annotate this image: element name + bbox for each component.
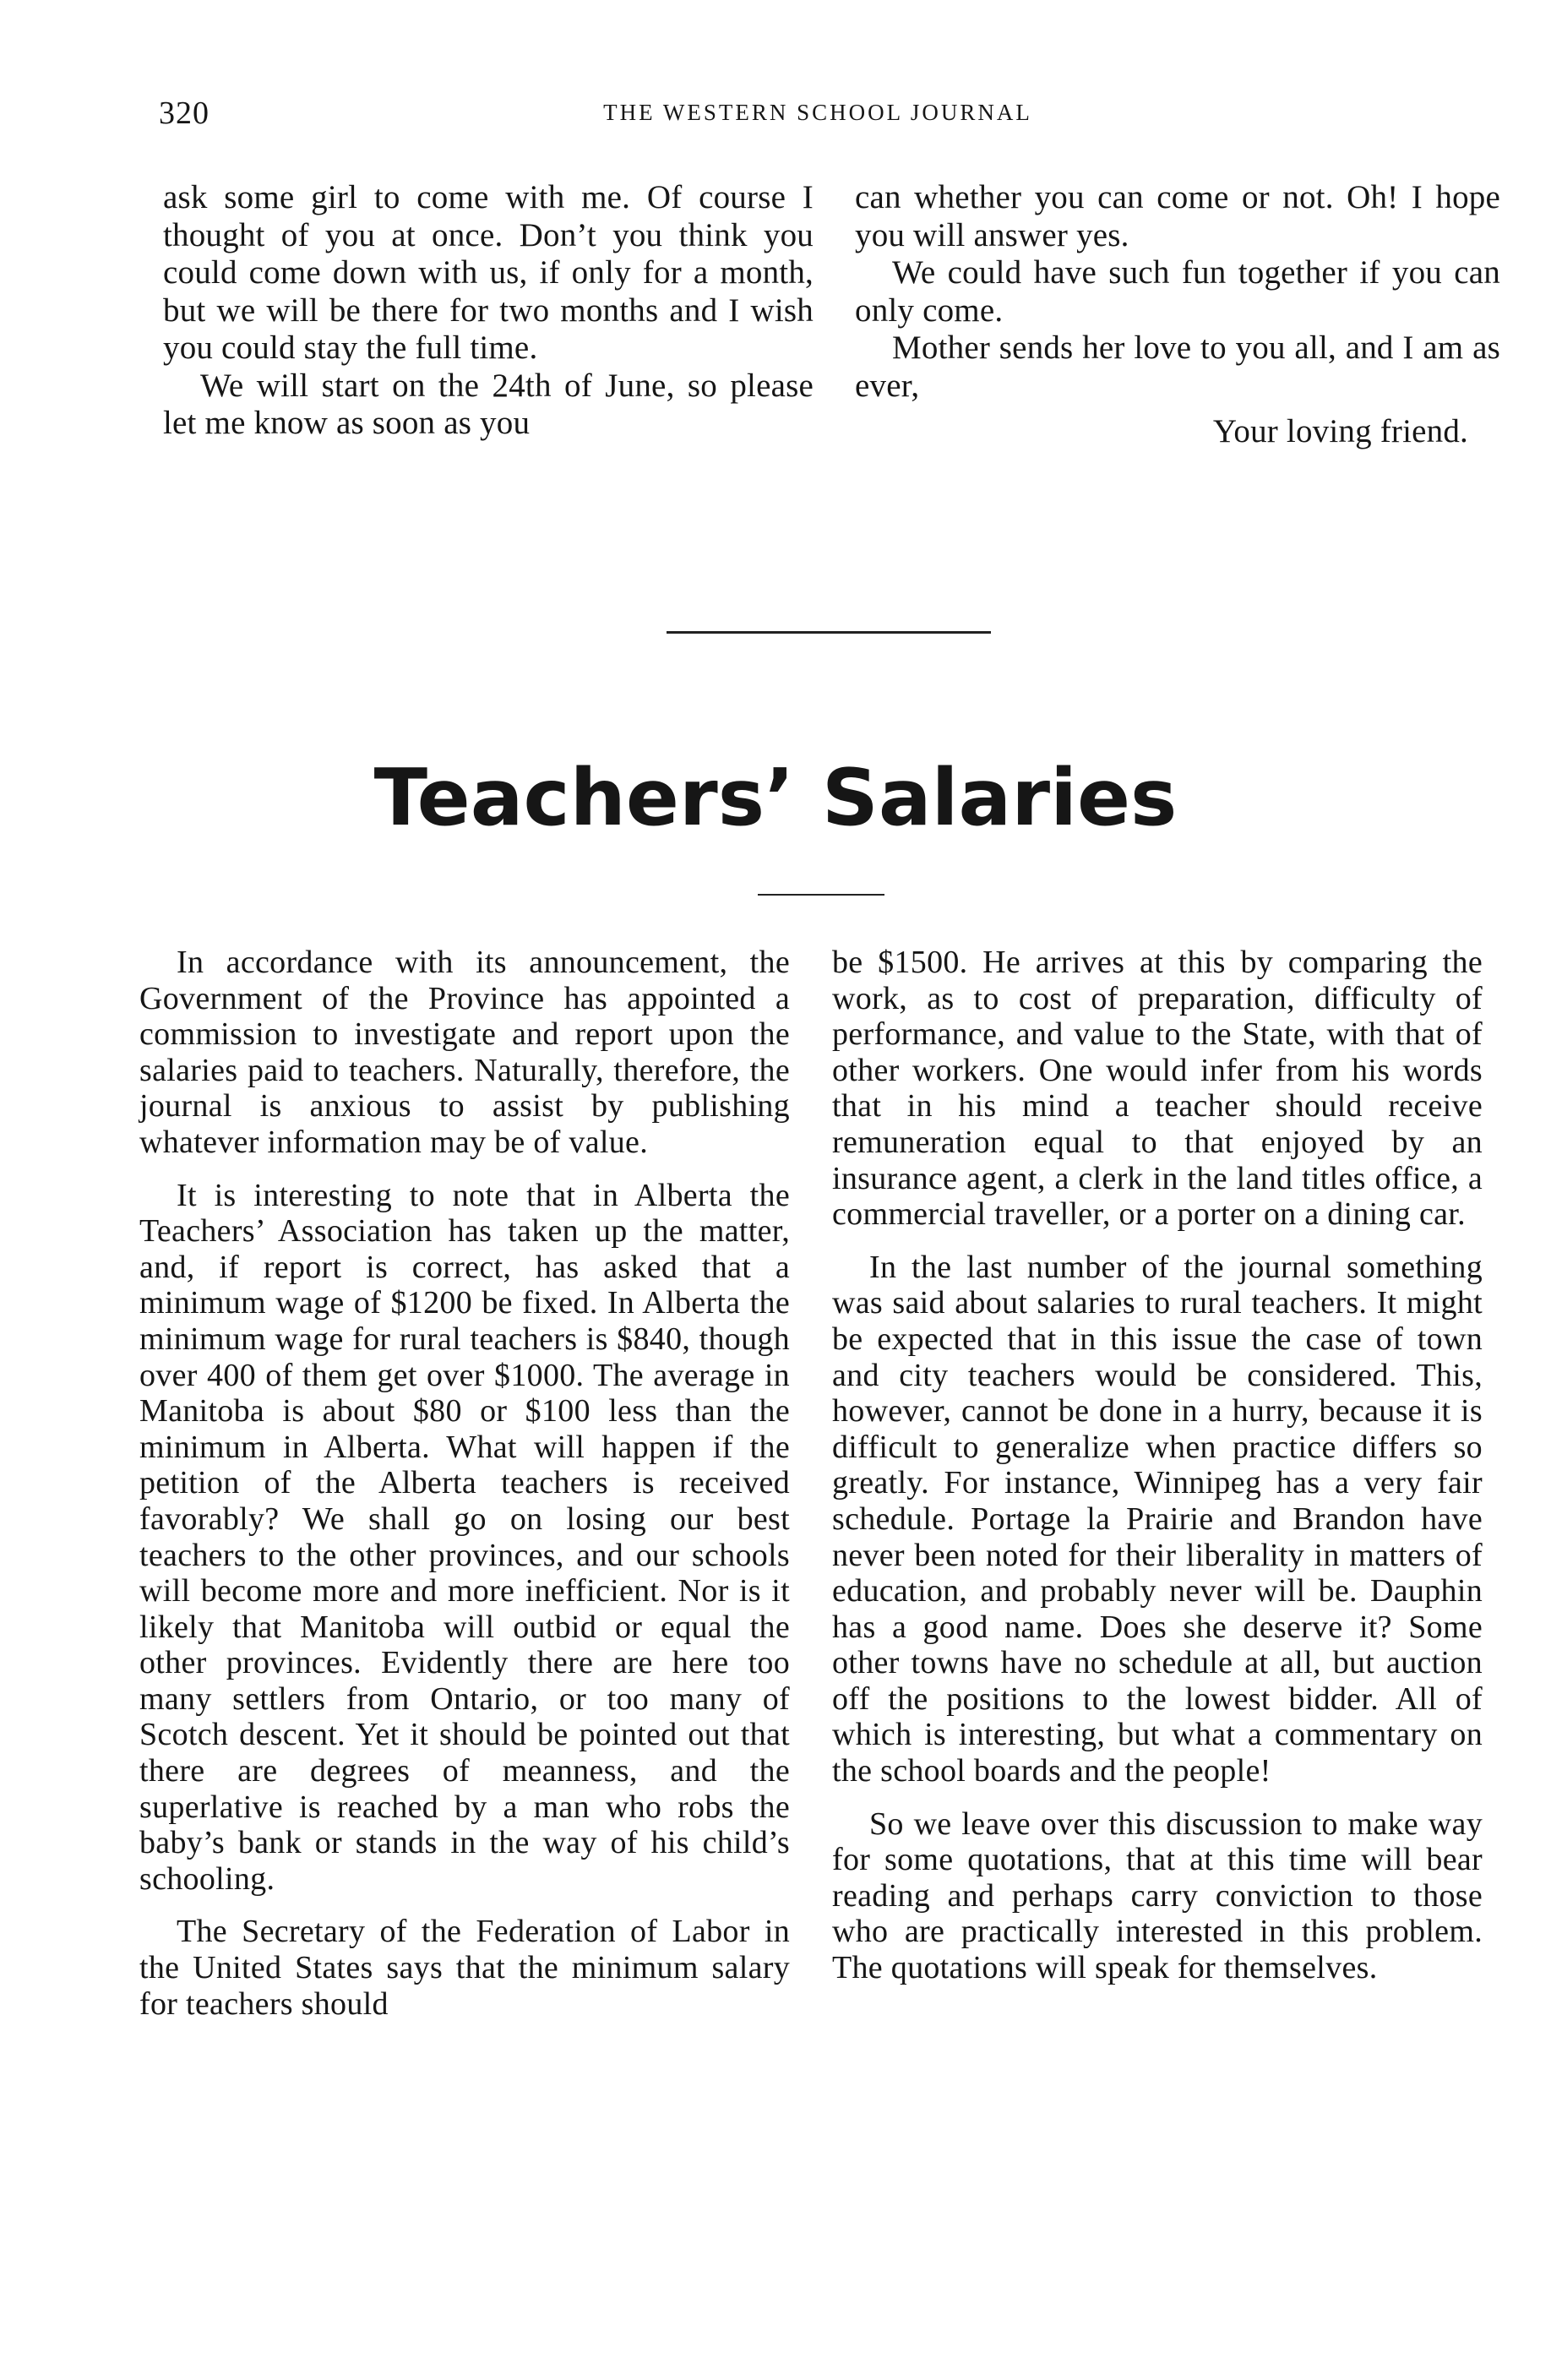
- article-left-column: [139, 945, 790, 2022]
- article-title: Teachers’ Salaries: [373, 752, 1178, 843]
- page-number: 320: [159, 95, 210, 131]
- letter-paragraph: can whether you can come or not. Oh! I hope you will answer yes.: [855, 179, 1500, 253]
- letter-paragraph: Mother sends her love to you all, and I am as ever,: [855, 329, 1500, 404]
- journal-title: THE WESTERN SCHOOL JOURNAL: [603, 100, 1032, 125]
- letter-signature: Your loving friend.: [1212, 413, 1468, 449]
- article-paragraph: In accordance with its announcement, the Government of the Province has appointed a commission to investigate and report upon the salaries paid to teachers. Naturally, therefore, the journal is anxious to assist by publishing whatever information may be of value.: [139, 945, 790, 1160]
- article-right-column: [832, 945, 1483, 1986]
- article-paragraph: In the last number of the journal something was said about salaries to rural teachers. It might be expected that in this issue the case of town and city teachers would be considered. This, however, cannot be done in a hurry, because it is difficult to generalize when practice differs so greatly. For instance, Winnipeg has a very fair schedule. Portage la Prairie and Brandon have never been noted for their liberality in matters of education, and probably never will be. Dauphin has a good name. Does she deserve it? Some other towns have no schedule at all, but auction off the positions to the lowest bidder. All of which is interesting, but what a commentary on the school boards and the people!: [832, 1249, 1483, 1789]
- letter-paragraph: We could have such fun together if you can only come.: [855, 254, 1500, 329]
- section-divider: [667, 631, 991, 634]
- letter-right-column: [855, 179, 1500, 451]
- article-paragraph: The Secretary of the Federation of Labor in the United States says that the minimum salary for teachers should: [139, 1914, 790, 2022]
- letter-paragraph: ask some girl to come with me. Of course I thought of you at once. Don’t you think you could come down with us, if only for a month, but we will be there for two months and I wish you could stay the full time.: [163, 179, 814, 366]
- letter-left-column: [163, 179, 814, 443]
- running-head: [159, 95, 1477, 145]
- letter-paragraph: We will start on the 24th of June, so please let me know as soon as you: [163, 367, 814, 441]
- title-underline: [758, 894, 884, 896]
- article-paragraph: be $1500. He arrives at this by comparing the work, as to cost of preparation, difficulty of performance, and value to the State, with that of other workers. One would infer from his words that in his mind a teacher should receive remuneration equal to that enjoyed by an insurance agent, a clerk in the land titles office, a commercial traveller, or a porter on a dining car.: [832, 945, 1483, 1233]
- article-paragraph: So we leave over this discussion to make way for some quotations, that at this time will bear reading and perhaps carry conviction to those who are practically interested in this problem. The quotations will speak for themselves.: [832, 1805, 1483, 1986]
- article-paragraph: It is interesting to note that in Alberta the Teachers’ Association has taken up the matter, and, if report is correct, has asked that a minimum wage of $1200 be fixed. In Alberta the minimum wage for rural teachers is $840, though over 400 of them get over $1000. The average in Manitoba is about $80 or $100 less than the minimum in Alberta. What will happen if the petition of the Alberta teachers is received favorably? We shall go on losing our best teachers to the other provinces, and our schools will become more and more inefficient. Nor is it likely that Manitoba will outbid or equal the other provinces. Evidently there are here too many settlers from Ontario, or too many of Scotch descent. Yet it should be pointed out that there are degrees of meanness, and the superlative is reached by a man who robs the baby’s bank or stands in the way of his child’s schooling.: [139, 1177, 790, 1897]
